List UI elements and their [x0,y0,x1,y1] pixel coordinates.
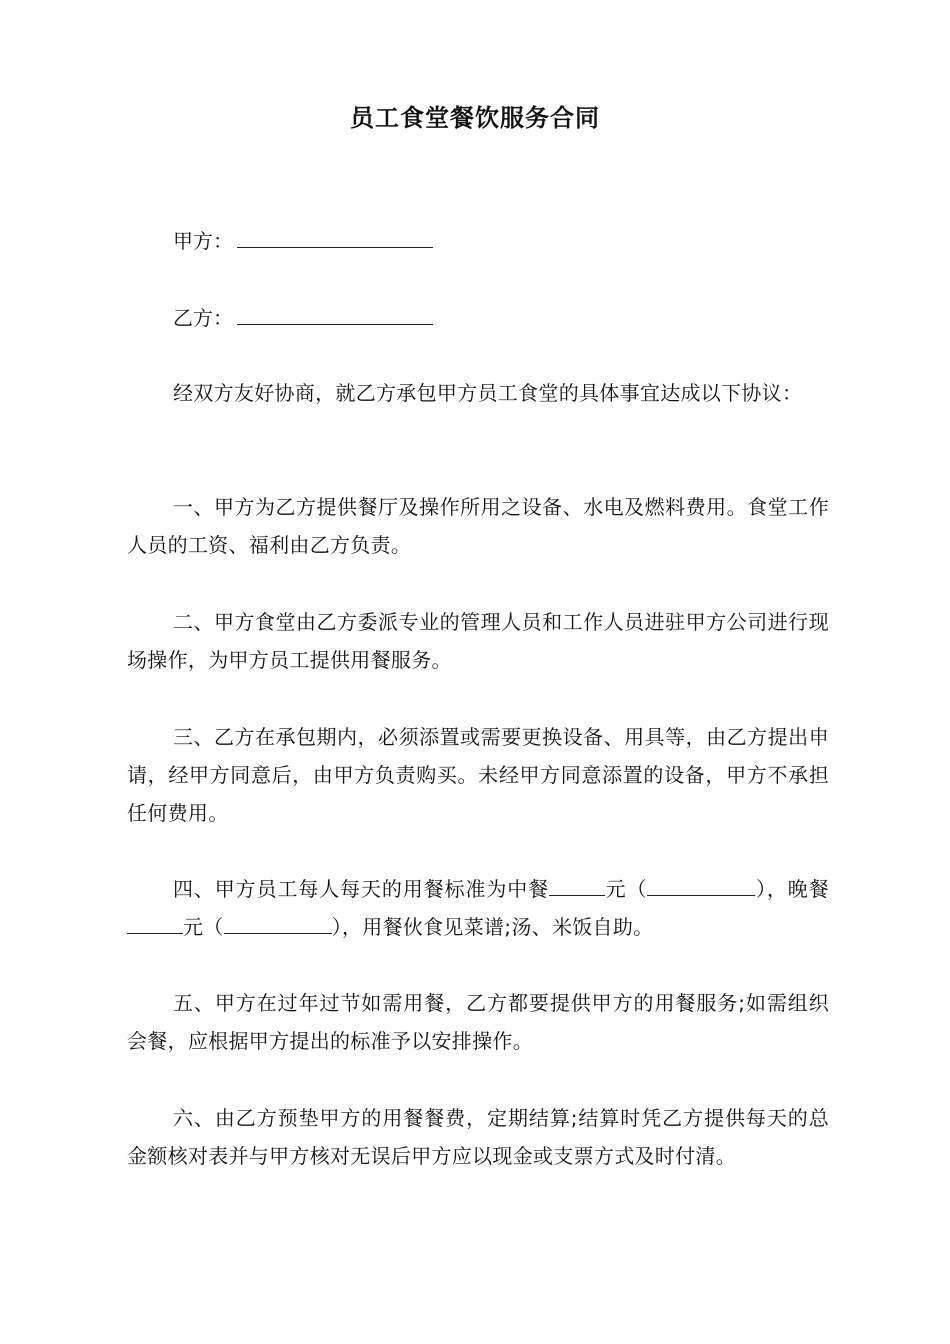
clause-1: 一、甲方为乙方提供餐厅及操作所用之设备、水电及燃料费用。食堂工作人员的工资、福利由乙方负责。 [127,495,829,557]
dinner-words-blank [224,913,332,934]
clause-4 [127,870,829,946]
party-b-line [173,303,433,333]
clause-3: 三、乙方在承包期内，必须添置或需要更换设备、用具等，由乙方提出申请，经甲方同意后，由甲方负责购买。未经甲方同意添置的设备，甲方不承担任何费用。 [127,725,829,825]
clause-5: 五、甲方在过年过节如需用餐，乙方都要提供甲方的用餐服务;如需组织会餐，应根据甲方提出的标准予以安排操作。 [127,991,829,1053]
party-a-line [173,226,433,256]
clause-4-part2: 元（ [605,877,648,901]
party-a-label: 甲方： [173,229,233,253]
intro-paragraph: 经双方友好协商，就乙方承包甲方员工食堂的具体事宜达成以下协议： [173,381,803,405]
lunch-amount-blank [549,875,605,896]
document-title: 员工食堂餐饮服务合同 [350,104,600,132]
clause-4-part1: 四、甲方员工每人每天的用餐标准为中餐 [173,877,550,901]
party-b-label: 乙方： [173,306,233,330]
party-a-blank [237,227,433,248]
party-b-blank [237,304,433,325]
lunch-words-blank [647,875,755,896]
clause-4-part4: 元（ [183,915,224,939]
clause-6: 六、由乙方预垫甲方的用餐餐费，定期结算;结算时凭乙方提供每天的总金额核对表并与甲方核对无误后甲方应以现金或支票方式及时付清。 [127,1106,829,1168]
clause-4-part5: ），用餐伙食见菜谱;汤、米饭自助。 [331,915,654,939]
clause-2: 二、甲方食堂由乙方委派专业的管理人员和工作人员进驻甲方公司进行现场操作，为甲方员工提供用餐服务。 [127,610,829,672]
dinner-amount-blank [127,913,183,934]
clause-4-part3: ），晚餐 [755,877,829,901]
